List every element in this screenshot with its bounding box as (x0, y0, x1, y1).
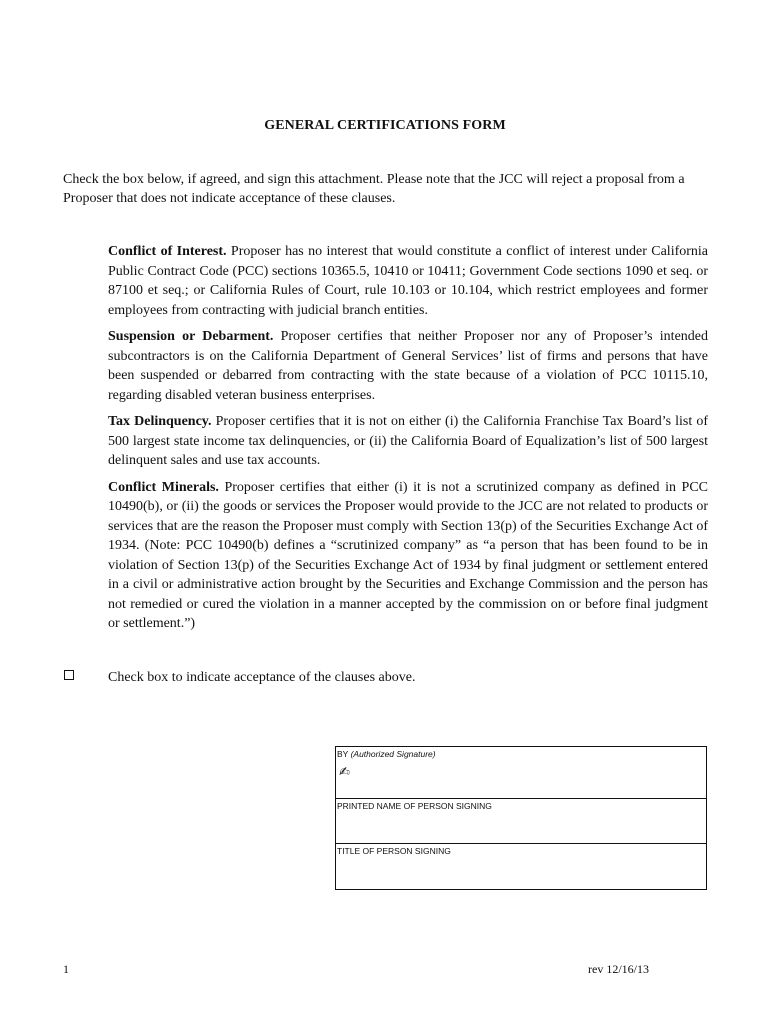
page-number: 1 (63, 962, 69, 976)
intro-paragraph: Check the box below, if agreed, and sign this attachment. Please note that the JCC will reject a proposal from a Proposer that does not indicate acceptance of these clauses. (63, 172, 685, 206)
clauses-list (108, 242, 708, 641)
acceptance-row (64, 668, 664, 688)
clause-tax-delinquency (108, 412, 708, 471)
form-title: GENERAL CERTIFICATIONS FORM (264, 118, 506, 133)
clause-heading: Conflict Minerals. (108, 479, 219, 495)
acceptance-checkbox[interactable] (64, 670, 74, 680)
title-label: TITLE OF PERSON SIGNING (337, 846, 451, 856)
clause-conflict-minerals (108, 478, 708, 634)
signature-block (335, 746, 707, 890)
printed-name-label: PRINTED NAME OF PERSON SIGNING (337, 801, 492, 811)
revision-date: rev 12/16/13 (588, 962, 649, 976)
clause-text: Proposer certifies that it is not on either (i) the California Franchise Tax Board’s list of 500 largest state income tax delinquencies, or (ii) the California Board of Equalization’s list of 500 largest delinquent sales and use tax accounts. (108, 414, 708, 468)
clause-text: Proposer certifies that neither Proposer nor any of Proposer’s intended subcontractors is on the California Department of General Services’ list of firms and persons that have been suspended or debarred from contracting with the state because of a violation of PCC 10115.10, regarding disabled veteran business enterprises. (108, 329, 709, 403)
title-field[interactable] (336, 844, 706, 889)
clause-text: Proposer has no interest that would constitute a conflict of interest under California Public Contract Code (PCC) sections 10365.5, 10410 or 10411; Government Code sections 1090 et seq. or 87100 et seq.; or California Rules of Court, rule 10.103 or 10.104, which restrict employees and former employees from contracting with judicial branch entities. (108, 244, 709, 318)
acceptance-label: Check box to indicate acceptance of the clauses above. (108, 670, 416, 685)
clause-text: Proposer certifies that either (i) it is not a scrutinized company as defined in PCC 10490(b), or (ii) the goods or services the Proposer would provide to the JCC are not related to products or services that are the reason the Proposer must comply with Section 13(p) of the Securities Exchange Act of 1934. (Note: PCC 10490(b) defines a “scrutinized company” as “a person that has been found to be in violation of Section 13(p) of the Securities Exchange Act of 1934 by final judgment or settlement entered in a civil or administrative action brought by the Securities and Exchange Commission and the person has not remedied or cured the violation in a manner accepted by the commission on or before final judgment or settlement.”) (108, 479, 708, 631)
signature-field[interactable] (336, 747, 706, 799)
clause-heading: Suspension or Debarment. (108, 329, 274, 344)
clause-conflict-of-interest (108, 242, 708, 320)
printed-name-field[interactable] (336, 799, 706, 844)
clause-heading: Conflict of Interest. (108, 244, 227, 259)
signature-label: BY (Authorized Signature) (337, 749, 436, 759)
pen-icon: ✍ (339, 764, 350, 779)
clause-suspension-debarment (108, 327, 708, 405)
clause-heading: Tax Delinquency. (108, 414, 212, 429)
